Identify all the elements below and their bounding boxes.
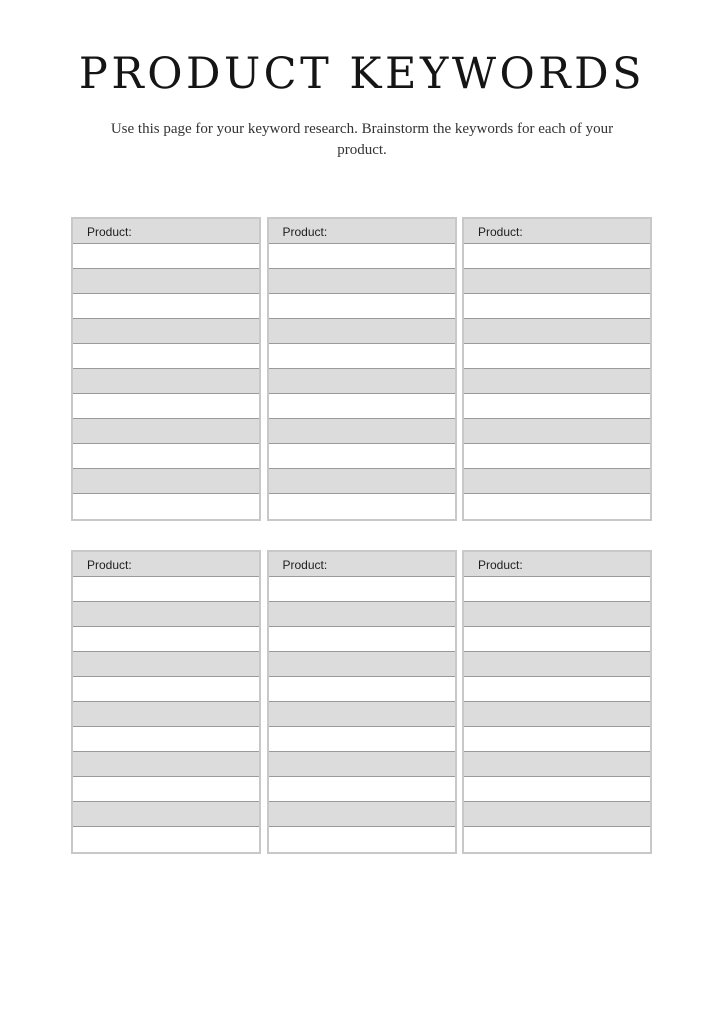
keyword-grid-top <box>71 217 652 521</box>
keyword-line <box>73 319 259 344</box>
keyword-table-4 <box>71 550 261 854</box>
keyword-line <box>464 727 650 752</box>
keyword-line <box>73 269 259 294</box>
keyword-line <box>269 802 455 827</box>
keyword-line <box>269 577 455 602</box>
keyword-line <box>73 777 259 802</box>
keyword-line <box>73 727 259 752</box>
keyword-rows <box>269 577 455 852</box>
keyword-line <box>73 702 259 727</box>
keyword-line <box>73 444 259 469</box>
keyword-line <box>269 494 455 519</box>
keyword-line <box>73 802 259 827</box>
keyword-line <box>73 677 259 702</box>
product-label: Product: <box>269 552 455 577</box>
keyword-rows <box>464 244 650 519</box>
keyword-line <box>464 319 650 344</box>
keyword-line <box>269 727 455 752</box>
keyword-line <box>73 244 259 269</box>
keyword-line <box>269 369 455 394</box>
product-label: Product: <box>464 219 650 244</box>
keyword-rows <box>73 244 259 519</box>
keyword-table-6 <box>462 550 652 854</box>
keyword-line <box>464 752 650 777</box>
keyword-line <box>73 652 259 677</box>
keyword-table-3 <box>462 217 652 521</box>
keyword-line <box>464 677 650 702</box>
keyword-line <box>464 627 650 652</box>
keyword-line <box>464 652 650 677</box>
keyword-line <box>269 702 455 727</box>
keyword-grid-bottom <box>71 550 652 854</box>
keyword-line <box>464 394 650 419</box>
keyword-line <box>464 494 650 519</box>
product-label: Product: <box>464 552 650 577</box>
product-label: Product: <box>73 552 259 577</box>
keyword-rows <box>73 577 259 852</box>
product-label: Product: <box>73 219 259 244</box>
keyword-line <box>73 627 259 652</box>
keyword-line <box>269 677 455 702</box>
keyword-line <box>464 602 650 627</box>
keyword-line <box>73 752 259 777</box>
keyword-rows <box>269 244 455 519</box>
keyword-line <box>269 419 455 444</box>
keyword-line <box>269 652 455 677</box>
page-title: PRODUCT KEYWORDS <box>78 49 646 99</box>
keyword-line <box>269 444 455 469</box>
keyword-line <box>464 294 650 319</box>
keyword-line <box>73 577 259 602</box>
product-label: Product: <box>269 219 455 244</box>
keyword-line <box>73 369 259 394</box>
keyword-line <box>464 802 650 827</box>
keyword-line <box>269 602 455 627</box>
keyword-line <box>464 419 650 444</box>
keyword-line <box>269 394 455 419</box>
keyword-line <box>73 602 259 627</box>
keyword-line <box>464 827 650 852</box>
keyword-table-5 <box>267 550 457 854</box>
keyword-line <box>269 294 455 319</box>
keyword-line <box>269 777 455 802</box>
keyword-line <box>73 344 259 369</box>
keyword-table-1 <box>71 217 261 521</box>
keyword-line <box>464 469 650 494</box>
keyword-line <box>269 344 455 369</box>
keyword-line <box>73 827 259 852</box>
keyword-line <box>464 369 650 394</box>
keyword-line <box>73 294 259 319</box>
keyword-line <box>464 777 650 802</box>
keyword-line <box>269 319 455 344</box>
keyword-line <box>269 827 455 852</box>
keyword-line <box>269 469 455 494</box>
keyword-line <box>464 702 650 727</box>
keyword-table-2 <box>267 217 457 521</box>
keyword-line <box>269 269 455 294</box>
keyword-line <box>464 244 650 269</box>
keyword-line <box>269 627 455 652</box>
keyword-line <box>464 269 650 294</box>
keyword-line <box>73 419 259 444</box>
keyword-line <box>73 394 259 419</box>
keyword-line <box>73 469 259 494</box>
page-subtitle: Use this page for your keyword research. Brainstorm the keywords for each of your product. <box>110 121 614 158</box>
keyword-line <box>73 494 259 519</box>
keyword-line <box>269 752 455 777</box>
keyword-line <box>464 344 650 369</box>
keyword-line <box>464 577 650 602</box>
keyword-rows <box>464 577 650 852</box>
keyword-line <box>269 244 455 269</box>
keyword-line <box>464 444 650 469</box>
